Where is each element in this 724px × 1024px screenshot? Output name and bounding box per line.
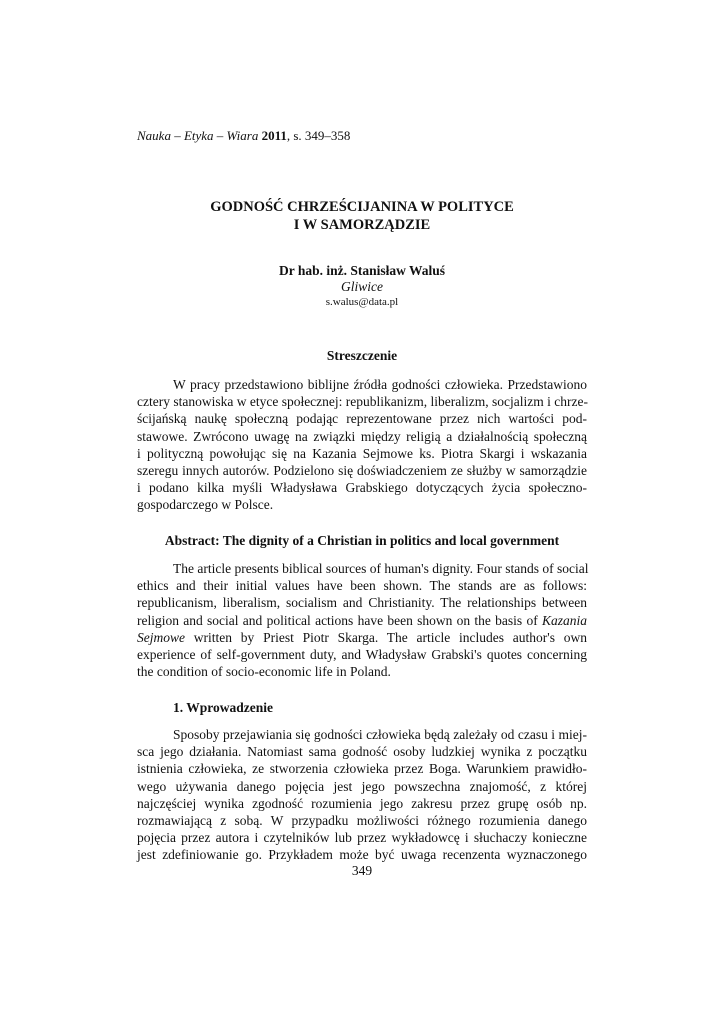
text-line: pojęcia przez autora i czytelników lub przez wykładowcę i słuchaczy konieczne [137,830,587,846]
text-segment: written by Priest Piotr Skarga. The article includes author's own [193,629,588,645]
section-1-paragraph [137,726,587,864]
text-line: The article presents biblical sources of human's dignity. Four stands of social [173,561,589,576]
text-line: najczęściej wynika zgodność rozumienia jego zakresu przez grupę osób np. [137,795,587,811]
text-line: ścijańską naukę społeczną podając reprezentowane przez nich wartości pod- [137,411,587,427]
author-name: Dr hab. inż. Stanisław Waluś [278,263,446,278]
text-line [137,629,587,646]
text-line: stawowe. Zwrócono uwagę na związki między religią a działalnością społeczną [137,428,587,444]
journal-header [137,128,350,144]
abstract-heading: Abstract: The dignity of a Christian in politics and local government [164,533,560,548]
paper-title [137,198,587,234]
text-line: jest zdefiniowanie go. Przykładem może być uwaga recenzenta wyznaczonego [137,847,587,863]
text-line: rozmawiającą z sobą. W przypadku możliwości różnego rozumienia danego [137,813,587,829]
text-line: i podano kilka myśli Władysława Grabskiego dotyczących życia społeczno- [137,480,587,496]
abstract-paragraph [137,560,587,680]
text-line: gospodarczego w Polsce. [137,497,274,513]
streszczenie-heading: Streszczenie [326,348,398,363]
text-line: the condition of socio-economic life in Poland. [137,664,391,680]
section-1-heading: 1. Wprowadzenie [173,700,274,715]
author-city: Gliwice [341,279,383,294]
text-line [137,612,587,629]
text-line: sca jego działania. Natomiast sama godność osoby ludzkiej wynika z początku [137,744,587,760]
text-line: republicanism, liberalism, socialism and Christianity. The relationships between [137,595,587,611]
page-number: 349 [351,863,373,878]
text-line: istnienia człowieka, ze stworzenia człowieka przez Boga. Warunkiem prawidło- [137,761,587,777]
italic-title: Kazania [541,612,587,628]
text-line: i polityczną powołując się na Kazania Sejmowe ks. Piotra Skargi i wskazania [137,445,587,461]
text-line: W pracy przedstawiono biblijne źródła godności człowieka. Przedstawiono [173,377,587,392]
streszczenie-paragraph [137,376,587,514]
text-line: wego używania danego pojęcia jest jego powszechna znajomość, z której [137,778,587,794]
text-line: Sposoby przejawiania się godności człowieka będą zależały od czasu i miej- [173,727,587,742]
journal-year: 2011 [261,128,287,143]
author-block [137,262,587,309]
text-line: szeregu innych autorów. Podzielono się doświadczeniem ze służby w samorządzie [137,463,587,479]
text-line: experience of self-government duty, and Władysław Grabski's quotes concerning [137,647,587,663]
text-line: cztery stanowiska w etyce społecznej: republikanizm, liberalizm, socjalizm i chrze- [137,394,588,410]
author-email: s.walus@data.pl [325,296,399,308]
title-line-1: GODNOŚĆ CHRZEŚCIJANINA W POLITYCE [210,199,514,215]
text-line: ethics and their initial values have been shown. The stands are as follows: [137,578,587,594]
italic-title: Sejmowe [137,629,185,645]
title-line-2: I W SAMORZĄDZIE [293,217,431,233]
journal-name: Nauka – Etyka – Wiara [137,128,259,143]
journal-pages: , s. 349–358 [286,128,351,143]
text-segment: religion and social and political actions have been shown on the basis of [137,612,542,628]
